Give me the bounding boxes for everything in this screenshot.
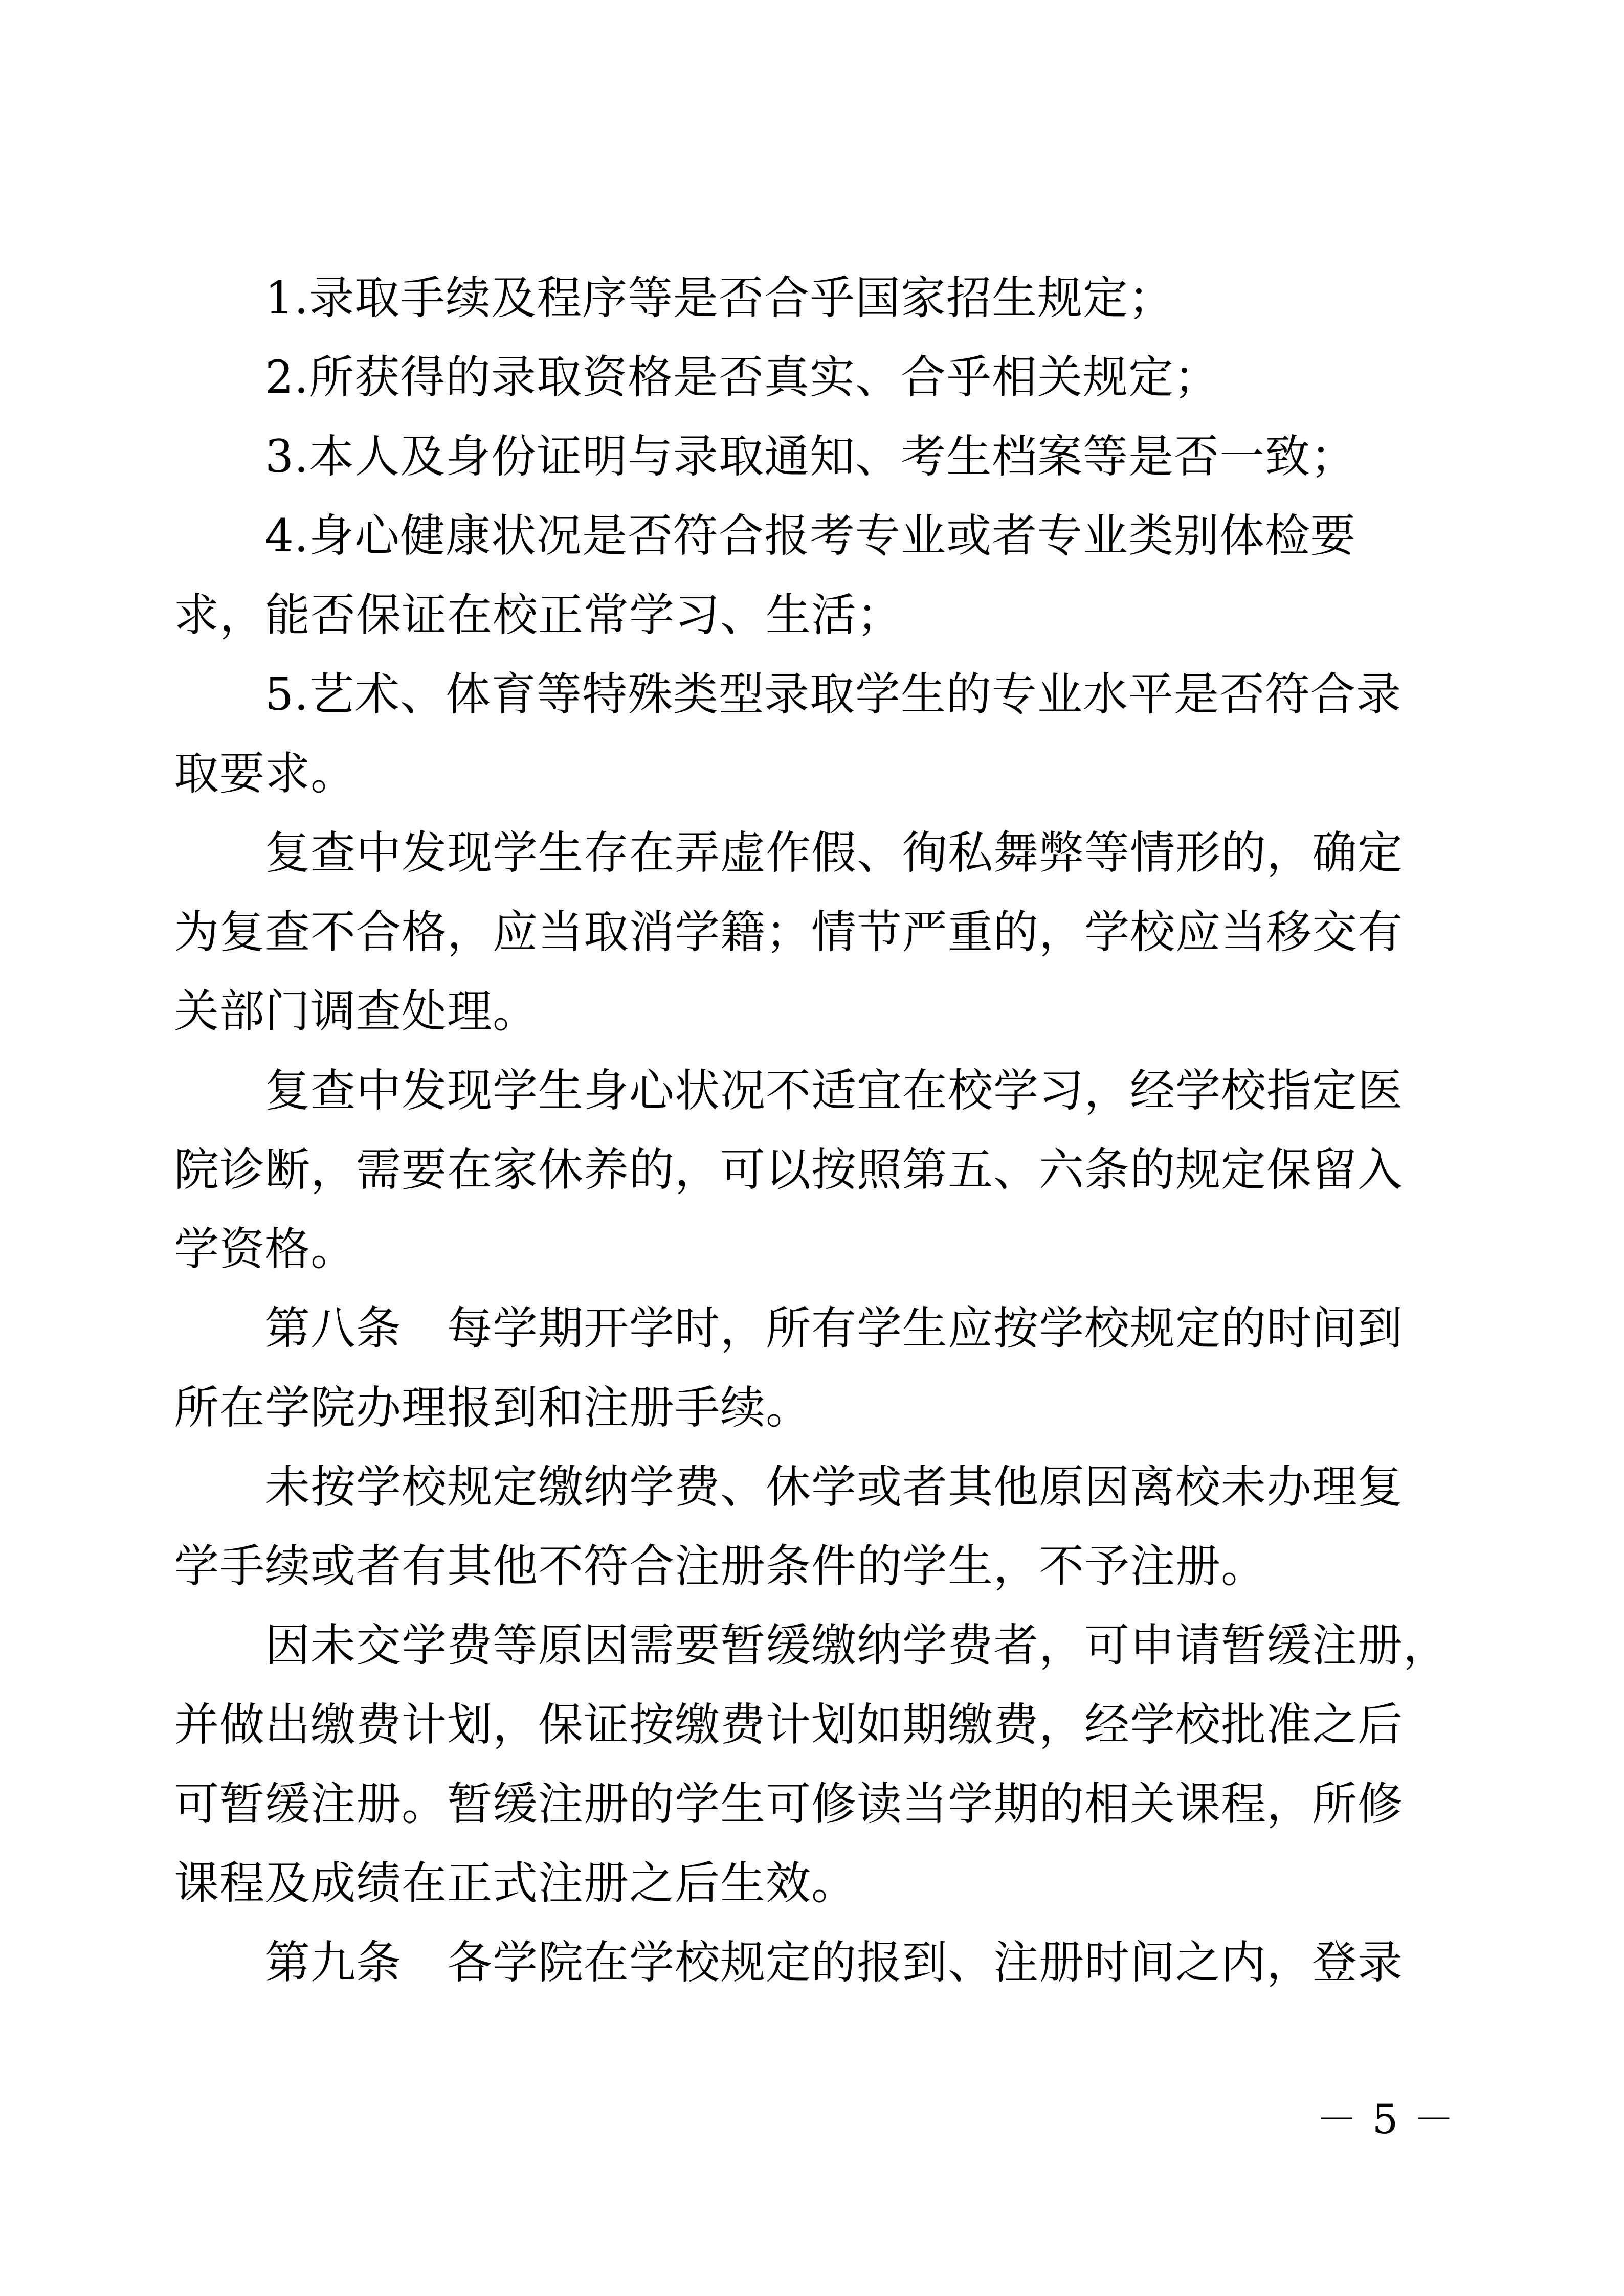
text-line: 可暂缓注册。暂缓注册的学生可修读当学期的相关课程，所修 [174, 1777, 1404, 1830]
text-line: 关部门调查处理。 [174, 985, 539, 1038]
page-body-text [174, 258, 1453, 2002]
text-line: 并做出缴费计划，保证按缴费计划如期缴费，经学校批准之后 [174, 1698, 1404, 1751]
text-line: 求，能否保证在校正常学习、生活； [174, 589, 903, 641]
text-line: 所在学院办理报到和注册手续。 [174, 1381, 812, 1434]
text-line-article-9: 第九条 各学院在学校规定的报到、注册时间之内，登录 [265, 1936, 1404, 1989]
text-line: 复查中发现学生存在弄虚作假、徇私舞弊等情形的，确定 [265, 826, 1404, 879]
text-line: 取要求。 [174, 747, 357, 800]
text-line: 4.身心健康状况是否符合报考专业或者专业类别体检要 [265, 509, 1356, 562]
text-line: 3.本人及身份证明与录取通知、考生档案等是否一致； [265, 430, 1356, 483]
text-line-article-8: 第八条 每学期开学时，所有学生应按学校规定的时间到 [265, 1302, 1404, 1355]
text-line: 1.录取手续及程序等是否合乎国家招生规定； [265, 272, 1174, 324]
page-number: － 5 － [1316, 2096, 1455, 2143]
text-line: 2.所获得的录取资格是否真实、合乎相关规定； [265, 351, 1219, 403]
text-line: 院诊断，需要在家休养的，可以按照第五、六条的规定保留入 [174, 1143, 1404, 1196]
text-line: 未按学校规定缴纳学费、休学或者其他原因离校未办理复 [265, 1460, 1404, 1513]
text-line: 因未交学费等原因需要暂缓缴纳学费者，可申请暂缓注册， [265, 1619, 1449, 1672]
text-line: 课程及成绩在正式注册之后生效。 [174, 1857, 857, 1909]
text-line: 复查中发现学生身心状况不适宜在校学习，经学校指定医 [265, 1064, 1404, 1117]
text-line: 学手续或者有其他不符合注册条件的学生，不予注册。 [174, 1540, 1267, 1592]
text-line: 学资格。 [174, 1223, 357, 1275]
text-line: 为复查不合格，应当取消学籍；情节严重的，学校应当移交有 [174, 906, 1404, 958]
text-line: 5.艺术、体育等特殊类型录取学生的专业水平是否符合录 [265, 668, 1401, 721]
